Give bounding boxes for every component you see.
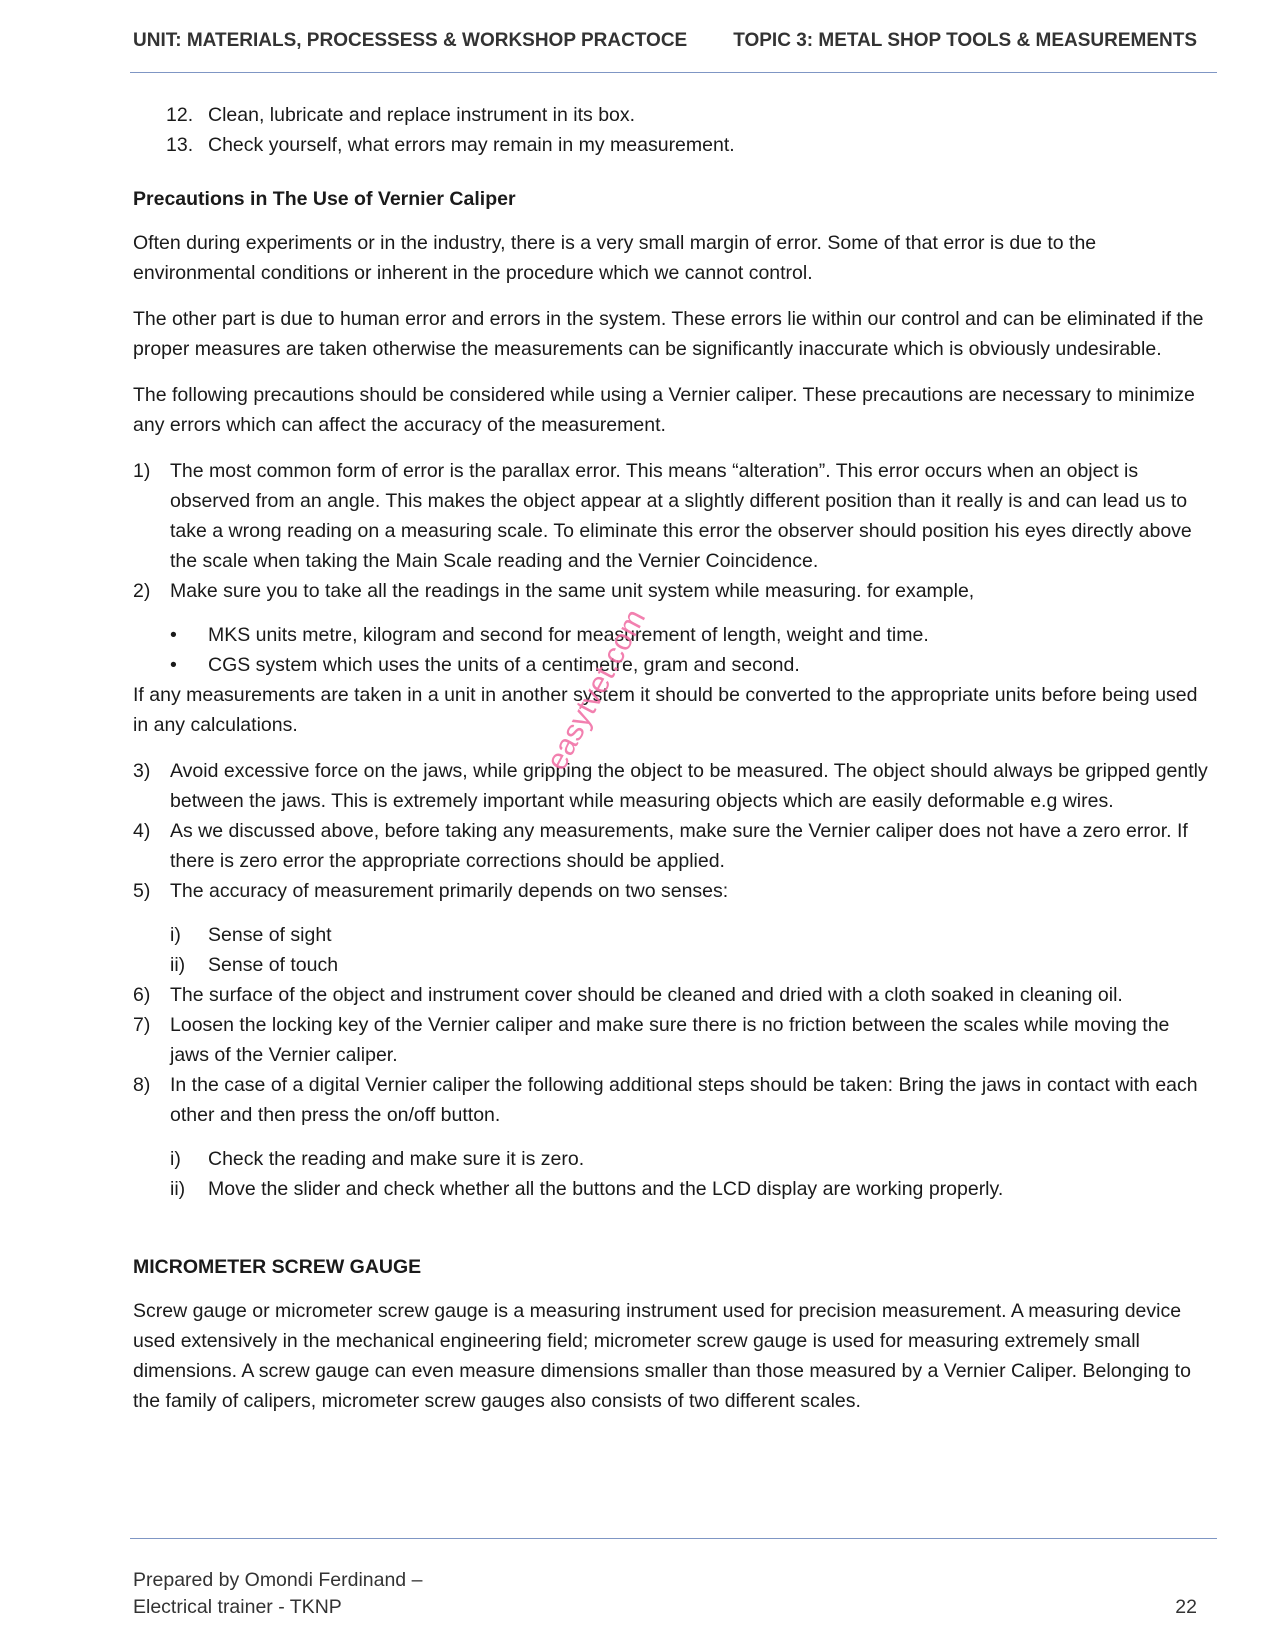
paragraph: The following precautions should be considered while using a Vernier caliper. These precautions are necessary to minimize any errors which can affect the accuracy of the measurement.: [133, 384, 1195, 436]
list-item: 5) The accuracy of measurement primarily depends on two senses:: [133, 880, 729, 902]
list-item: ii) Sense of touch: [170, 954, 339, 976]
list-item: i) Sense of sight: [170, 924, 332, 946]
paragraph: The other part is due to human error and errors in the system. These errors lie within our control and can be eliminated if the proper measures are taken otherwise the measurements can be significantly inaccurate which is obviously undesirable.: [133, 308, 1204, 360]
page-footer: [133, 1567, 422, 1621]
micrometer-heading: MICROMETER SCREW GAUGE: [133, 1256, 422, 1278]
precautions-list-cont: [133, 756, 1208, 906]
unit-title: UNIT: MATERIALS, PROCESSESS & WORKSHOP PRACTOCE: [133, 30, 688, 51]
precautions-list: [133, 456, 1208, 606]
precautions-list-cont2: [133, 980, 1208, 1130]
bullet-icon: •: [170, 624, 177, 646]
footer-role: Electrical trainer - TKNP: [133, 1596, 342, 1618]
bullet-item: • MKS units metre, kilogram and second for measurement of length, weight and time.: [133, 620, 1208, 650]
list-item: 3) Avoid excessive force on the jaws, while gripping the object to be measured. The object should always be gripped gently between the jaws. This is extremely important while measuring objects which are easily deformable e.g wires.: [133, 760, 1208, 812]
list-item: 1) The most common form of error is the parallax error. This means “alteration”. This error occurs when an object is observed from an angle. This makes the object appear at a slightly different position than it really is and can lead us to take a wrong reading on a measuring scale. To eliminate this error the observer should position his eyes directly above the scale when taking the Main Scale reading and the Vernier Coincidence.: [133, 460, 1192, 572]
digital-steps-list: [133, 1144, 1208, 1204]
header-rule: [130, 72, 1217, 73]
page-content: [133, 100, 1208, 1432]
list-item: i) Check the reading and make sure it is zero.: [170, 1148, 585, 1170]
topic-title: TOPIC 3: METAL SHOP TOOLS & MEASUREMENTS: [733, 30, 1197, 51]
list-item: 12. Clean, lubricate and replace instrument in its box.: [166, 104, 636, 126]
unit-note: If any measurements are taken in a unit in another system it should be converted to the appropriate units before being used in any calculations.: [133, 684, 1198, 736]
page-number: 22: [1175, 1596, 1197, 1618]
senses-list: [133, 920, 1208, 980]
footer-author: Prepared by Omondi Ferdinand –: [133, 1569, 423, 1591]
list-item: 6) The surface of the object and instrument cover should be cleaned and dried with a cloth soaked in cleaning oil.: [133, 984, 1123, 1006]
watermark: easytvet.com: [540, 603, 653, 776]
page-header: [133, 30, 1197, 62]
paragraph: Often during experiments or in the industry, there is a very small margin of error. Some of that error is due to the environmental conditions or inherent in the procedure which we cannot control.: [133, 232, 1097, 284]
list-item: 13. Check yourself, what errors may remain in my measurement.: [166, 134, 735, 156]
list-item: 2) Make sure you to take all the readings in the same unit system while measuring. for example,: [133, 580, 975, 602]
list-item: 7) Loosen the locking key of the Vernier caliper and make sure there is no friction between the scales while moving the jaws of the Vernier caliper.: [133, 1014, 1170, 1066]
unit-bullets: [133, 620, 1208, 680]
top-list: [133, 100, 1208, 160]
paragraph: Screw gauge or micrometer screw gauge is a measuring instrument used for precision measurement. A measuring device used extensively in the mechanical engineering field; micrometer screw gauge is used for measuring extremely small dimensions. A screw gauge can even measure dimensions smaller than those measured by a Vernier Caliper. Belonging to the family of calipers, micrometer screw gauges also consists of two different scales.: [133, 1300, 1191, 1412]
bullet-item: • CGS system which uses the units of a centimetre, gram and second.: [133, 650, 1208, 680]
list-item: ii) Move the slider and check whether all the buttons and the LCD display are working properly.: [170, 1178, 1004, 1200]
footer-rule: [130, 1538, 1217, 1539]
bullet-icon: •: [170, 654, 177, 676]
list-item: 4) As we discussed above, before taking any measurements, make sure the Vernier caliper does not have a zero error. If there is zero error the appropriate corrections should be applied.: [133, 820, 1188, 872]
precautions-heading: Precautions in The Use of Vernier Caliper: [133, 188, 516, 210]
list-item: 8) In the case of a digital Vernier caliper the following additional steps should be taken: Bring the jaws in contact with each other and then press the on/off button.: [133, 1074, 1198, 1126]
